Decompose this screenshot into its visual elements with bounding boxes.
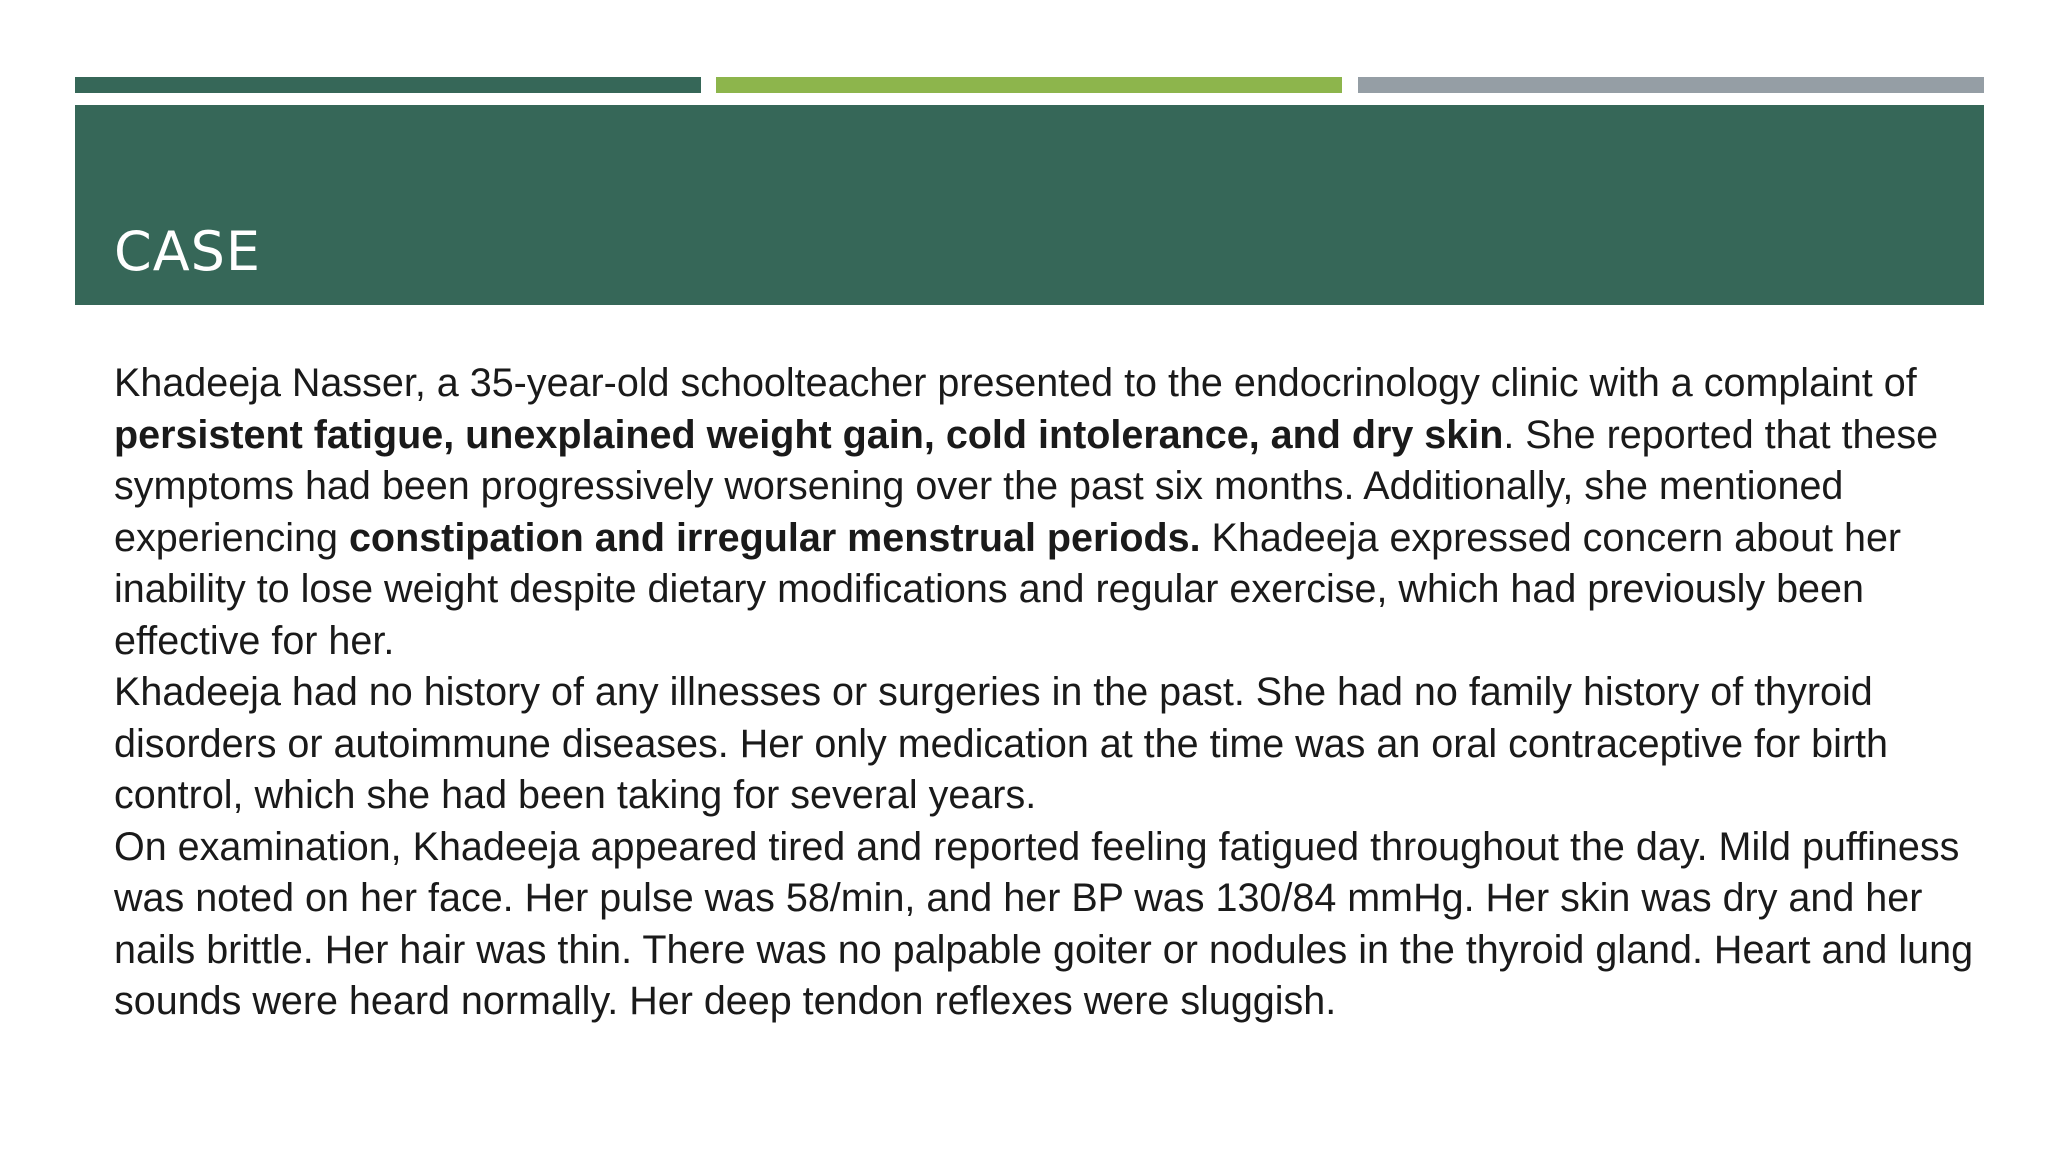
accent-bar-gray <box>1358 77 1984 93</box>
accent-bar-light-green <box>716 77 1342 93</box>
bold-additional-symptoms: constipation and irregular menstrual periods. <box>348 515 1201 560</box>
title-band <box>75 105 1984 305</box>
bold-symptoms: persistent fatigue, unexplained weight gain, cold intolerance, and dry skin <box>114 412 1504 457</box>
text-run: Khadeeja Nasser, a 35-year-old schoolteacher presented to the endocrinology clinic with a complaint of <box>114 361 1917 405</box>
paragraph-history: Khadeeja had no history of any illnesses or surgeries in the past. She had no family history of thyroid disorders or autoimmune diseases. Her only medication at the time was an oral contraceptive for birth control, which she had been taking for several years. <box>114 670 1888 817</box>
paragraph-presentation <box>114 358 1974 667</box>
text-run: . She reported that these symptoms had been progressively worsening over the past six months. Additionally, she mentioned experiencing <box>114 412 1939 560</box>
accent-bar-dark-green <box>75 77 701 93</box>
text-run: Khadeeja expressed concern about her inability to lose weight despite dietary modifications and regular exercise, which had previously been effective for her. <box>114 515 1902 663</box>
slide-body <box>114 358 1974 1028</box>
paragraph-examination: On examination, Khadeeja appeared tired and reported feeling fatigued throughout the day. Mild puffiness was noted on her face. Her pulse was 58/min, and her BP was 130/84 mmHg. Her skin was dry and her nails brittle. Her hair was thin. There was no palpable goiter or nodules in the thyroid gland. Heart and lung sounds were heard normally. Her deep tendon reflexes were sluggish. <box>114 824 1974 1023</box>
slide-title: CASE <box>114 220 262 283</box>
